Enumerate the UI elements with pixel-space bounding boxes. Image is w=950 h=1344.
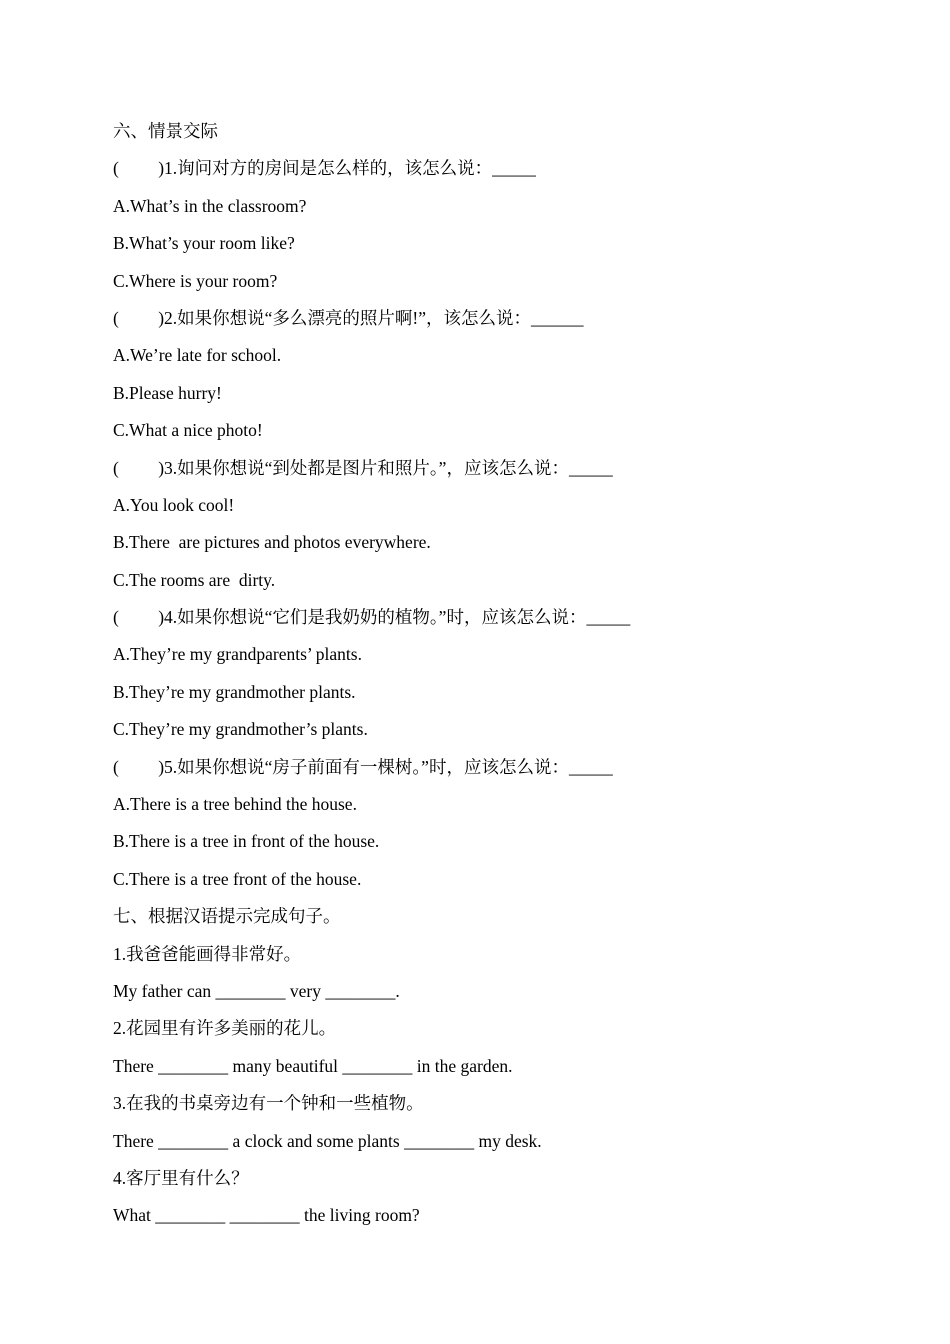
question-5-option-a: A.There is a tree behind the house.: [113, 794, 357, 815]
item-4-sentence: What ________ ________ the living room?: [113, 1205, 420, 1226]
question-1-option-a: A.What’s in the classroom?: [113, 195, 307, 216]
item-3-sentence: There ________ a clock and some plants ________ my desk.: [113, 1130, 542, 1151]
question-3-stem: ( )3.如果你想说“到处都是图片和照片。”，应该怎么说：_____: [113, 457, 613, 478]
question-2-option-b: B.Please hurry!: [113, 382, 222, 403]
question-1-option-c: C.Where is your room?: [113, 270, 278, 291]
question-4-option-a: A.They’re my grandparents’ plants.: [113, 644, 362, 665]
item-1-prompt: 1.我爸爸能画得非常好。: [113, 943, 302, 964]
question-2-stem: ( )2.如果你想说“多么漂亮的照片啊!”，该怎么说：______: [113, 307, 584, 328]
question-4-stem: ( )4.如果你想说“它们是我奶奶的植物。”时，应该怎么说：_____: [113, 607, 631, 628]
question-5-option-c: C.There is a tree front of the house.: [113, 868, 362, 889]
item-4-prompt: 4.客厅里有什么？: [113, 1167, 249, 1188]
question-1-stem: ( )1.询问对方的房间是怎么样的，该怎么说：_____: [113, 158, 536, 179]
question-5-option-b: B.There is a tree in front of the house.: [113, 831, 380, 852]
question-3-option-b: B.There are pictures and photos everywhere.: [113, 532, 431, 553]
question-1-option-b: B.What’s your room like?: [113, 233, 295, 254]
question-3-option-a: A.You look cool!: [113, 494, 235, 515]
question-2-option-c: C.What a nice photo!: [113, 420, 263, 441]
question-3-option-c: C.The rooms are dirty.: [113, 569, 276, 590]
worksheet-content: [113, 113, 873, 1235]
question-5-stem: ( )5.如果你想说“房子前面有一棵树。”时，应该怎么说：_____: [113, 756, 613, 777]
item-3-prompt: 3.在我的书桌旁边有一个钟和一些植物。: [113, 1093, 424, 1114]
question-4-option-c: C.They’re my grandmother’s plants.: [113, 719, 368, 740]
question-2-option-a: A.We’re late for school.: [113, 345, 282, 366]
item-2-sentence: There ________ many beautiful ________ in the garden.: [113, 1055, 513, 1076]
section-7-heading: 七、根据汉语提示完成句子。: [113, 906, 341, 927]
item-1-sentence: My father can ________ very ________.: [113, 980, 400, 1001]
question-4-option-b: B.They’re my grandmother plants.: [113, 681, 356, 702]
item-2-prompt: 2.花园里有许多美丽的花儿。: [113, 1018, 337, 1039]
section-6-heading: 六、情景交际: [113, 121, 218, 141]
